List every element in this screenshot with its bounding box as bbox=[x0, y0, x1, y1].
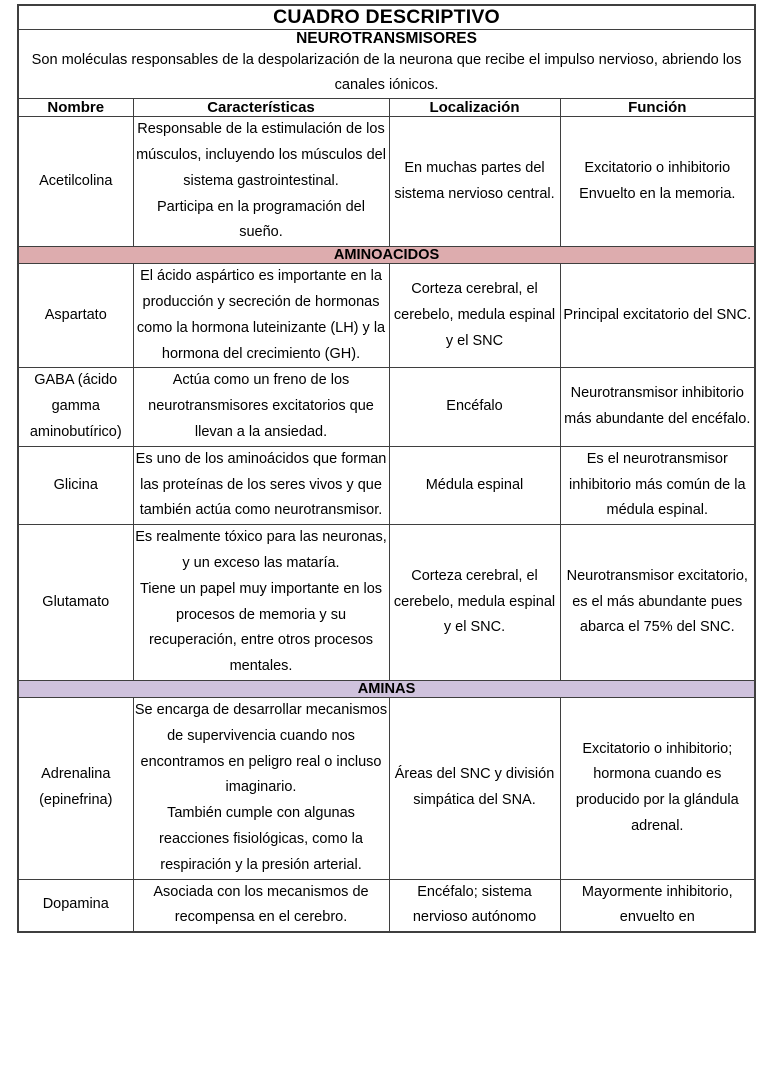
cell-funcion: Neurotransmisor inhibitorio más abundante del encéfalo. bbox=[560, 368, 755, 446]
table-row bbox=[18, 525, 755, 681]
cell-nombre: Dopamina bbox=[18, 879, 133, 932]
caracteristicas-paragraph-2: También cumple con algunas reacciones fisiológicas, como la respiración y la presión arterial. bbox=[159, 805, 363, 873]
cell-caracteristicas bbox=[133, 697, 389, 879]
caracteristicas-paragraph-2: Participa en la programación del sueño. bbox=[157, 198, 365, 241]
cell-nombre: Glicina bbox=[18, 446, 133, 524]
section-band-aminas: AMINAS bbox=[18, 680, 755, 697]
cell-nombre: Acetilcolina bbox=[18, 117, 133, 247]
column-header-row bbox=[18, 99, 755, 117]
cell-funcion: Mayormente inhibitorio, envuelto en bbox=[560, 879, 755, 932]
caracteristicas-paragraph-1: Se encarga de desarrollar mecanismos de supervivencia cuando nos encontramos en peligro real o incluso imaginario. bbox=[134, 701, 388, 796]
cell-localizacion: Médula espinal bbox=[389, 446, 560, 524]
cell-localizacion: Áreas del SNC y división simpática del SNA. bbox=[389, 697, 560, 879]
cell-caracteristicas: Actúa como un freno de los neurotransmisores excitatorios que llevan a la ansiedad. bbox=[133, 368, 389, 446]
caracteristicas-paragraph-1: Responsable de la estimulación de los músculos, incluyendo los músculos del sistema gastrointestinal. bbox=[136, 121, 386, 189]
cell-caracteristicas bbox=[133, 525, 389, 681]
intro-row bbox=[18, 48, 755, 99]
table-row bbox=[18, 368, 755, 446]
table-row bbox=[18, 697, 755, 879]
table-row bbox=[18, 264, 755, 368]
cell-funcion: Es el neurotransmisor inhibitorio más común de la médula espinal. bbox=[560, 446, 755, 524]
cell-nombre: GABA (ácido gamma aminobutírico) bbox=[18, 368, 133, 446]
document-intro-text: Son moléculas responsables de la despolarización de la neurona que recibe el impulso nervioso, abriendo los canales iónicos. bbox=[18, 48, 755, 99]
cell-localizacion: En muchas partes del sistema nervioso central. bbox=[389, 117, 560, 247]
cell-localizacion: Corteza cerebral, el cerebelo, medula espinal y el SNC bbox=[389, 264, 560, 368]
cell-nombre: Glutamato bbox=[18, 525, 133, 681]
section-band-row bbox=[18, 680, 755, 697]
cell-nombre: Aspartato bbox=[18, 264, 133, 368]
cuadro-descriptivo-table bbox=[17, 4, 756, 933]
caracteristicas-paragraph-2: Tiene un papel muy importante en los procesos de memoria y su recuperación, entre otros procesos mentales. bbox=[139, 580, 383, 675]
column-header-localizacion: Localización bbox=[389, 99, 560, 117]
cell-caracteristicas: Asociada con los mecanismos de recompensa en el cerebro. bbox=[133, 879, 389, 932]
cell-caracteristicas: El ácido aspártico es importante en la producción y secreción de hormonas como la hormona luteinizante (LH) y la hormona del crecimiento (GH). bbox=[133, 264, 389, 368]
column-header-caracteristicas: Características bbox=[133, 99, 389, 117]
cell-funcion: Principal excitatorio del SNC. bbox=[560, 264, 755, 368]
subtitle-row bbox=[18, 30, 755, 49]
cell-localizacion: Encéfalo; sistema nervioso autónomo bbox=[389, 879, 560, 932]
cell-caracteristicas bbox=[133, 117, 389, 247]
page-title: CUADRO DESCRIPTIVO bbox=[18, 5, 755, 30]
section-band-row bbox=[18, 247, 755, 264]
cell-localizacion: Corteza cerebral, el cerebelo, medula espinal y el SNC. bbox=[389, 525, 560, 681]
cell-localizacion: Encéfalo bbox=[389, 368, 560, 446]
cell-funcion: Excitatorio o inhibitorio Envuelto en la memoria. bbox=[560, 117, 755, 247]
title-row bbox=[18, 5, 755, 30]
cell-caracteristicas: Es uno de los aminoácidos que forman las proteínas de los seres vivos y que también actúa como neurotransmisor. bbox=[133, 446, 389, 524]
section-band-aminoacidos: AMINOACIDOS bbox=[18, 247, 755, 264]
table-row bbox=[18, 446, 755, 524]
table-row bbox=[18, 117, 755, 247]
cell-funcion: Neurotransmisor excitatorio, es el más abundante pues abarca el 75% del SNC. bbox=[560, 525, 755, 681]
cell-funcion: Excitatorio o inhibitorio; hormona cuando es producido por la glándula adrenal. bbox=[560, 697, 755, 879]
document-subtitle: NEUROTRANSMISORES bbox=[18, 30, 755, 49]
caracteristicas-paragraph-1: Es realmente tóxico para las neuronas, y un exceso las mataría. bbox=[135, 529, 387, 571]
cell-nombre: Adrenalina (epinefrina) bbox=[18, 697, 133, 879]
column-header-funcion: Función bbox=[560, 99, 755, 117]
table-row bbox=[18, 879, 755, 932]
column-header-nombre: Nombre bbox=[18, 99, 133, 117]
